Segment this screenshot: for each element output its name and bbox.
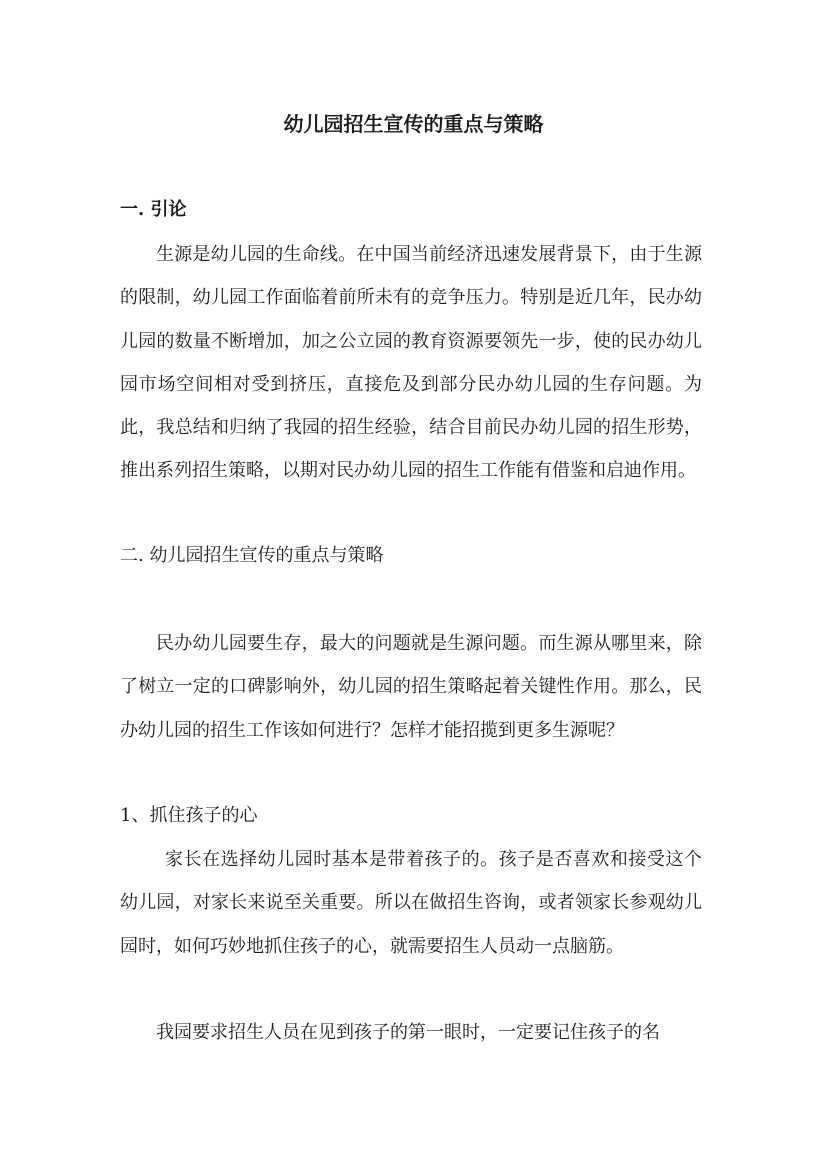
subsection-heading-child-heart: 1、抓住孩子的心 bbox=[120, 805, 258, 826]
section-heading-introduction: 一. 引论 bbox=[120, 199, 187, 220]
paragraph-introduction: 生源是幼儿园的生命线。在中国当前经济迅速发展背景下，由于生源的限制，幼儿园工作面临着前所未有的竞争压力。特别是近几年，民办幼儿园的数量不断增加，加之公立园的教育资源要领先一步，使的民办幼儿园市场空间相对受到挤压，直接危及到部分民办幼儿园的生存问题。为此，我总结和归纳了我园的招生经验，结合目前民办幼儿园的招生形势，推出系列招生策略，以期对民办幼儿园的招生工作能有借鉴和启迪作用。 bbox=[120, 244, 702, 482]
document-title: 幼儿园招生宣传的重点与策略 bbox=[283, 112, 544, 136]
paragraph-child-heart-1: 家长在选择幼儿园时基本是带着孩子的。孩子是否喜欢和接受这个幼儿园，对家长来说至关重要。所以在做招生咨询，或者领家长参观幼儿园时，如何巧妙地抓住孩子的心，就需要招生人员动一点脑筋。 bbox=[120, 849, 702, 957]
section-heading-strategy: 二. 幼儿园招生宣传的重点与策略 bbox=[120, 545, 384, 566]
paragraph-strategy: 民办幼儿园要生存，最大的问题就是生源问题。而生源从哪里来，除了树立一定的口碑影响外，幼儿园的招生策略起着关键性作用。那么，民办幼儿园的招生工作该如何进行？怎样才能招揽到更多生源呢？ bbox=[120, 633, 702, 741]
paragraph-child-heart-2: 我园要求招生人员在见到孩子的第一眼时，一定要记住孩子的名 bbox=[156, 1022, 660, 1043]
